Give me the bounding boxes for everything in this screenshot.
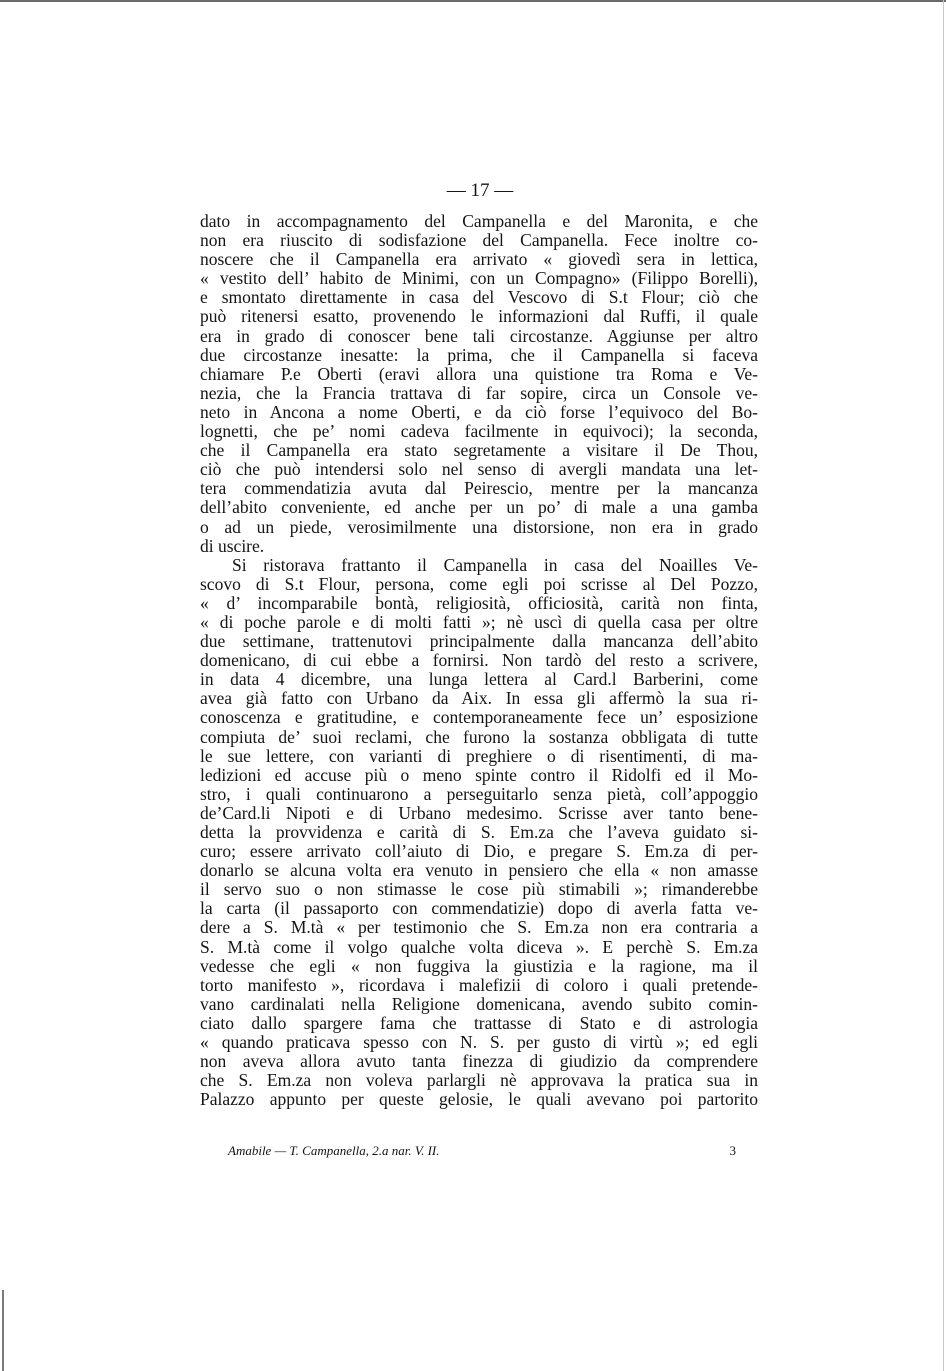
text-line: in data 4 dicembre, una lunga lettera al Card.l Barberini, come [200,669,758,690]
text-line: due circostanze inesatte: la prima, che il Campanella si faceva [200,344,758,365]
footer-sheet-number: 3 [729,1143,736,1158]
text-line: stro, i quali continuarono a perseguitarlo senza pietà, coll’appoggio [200,783,758,804]
text-line: il servo suo o non stimasse le cose più stimabili »; rimanderebbe [200,879,758,900]
text-line: nezia, che la Francia trattava di far sopire, circa un Console ve- [200,382,758,403]
text-line: che S. Em.za non voleva parlargli nè approvava la pratica sua in [200,1070,758,1091]
text-line: lognetti, che pe’ nomi cadeva facilmente in equivoci); la seconda, [200,421,758,442]
text-line: neto in Ancona a nome Oberti, e da ciò forse l’equivoco del Bo- [200,401,758,422]
text-line: chiamare P.e Oberti (eravi allora una quistione tra Roma e Ve- [200,363,758,384]
text-line: « quando praticava spesso con N. S. per gusto di virtù »; ed egli [200,1032,758,1053]
text-line: scovo di S.t Flour, persona, come egli poi scrisse al Del Pozzo, [200,573,758,594]
left-page-edge [2,1290,4,1371]
text-line: donarlo se alcuna volta era venuto in pensiero che ella « non amasse [200,860,758,881]
text-line: ledizioni ed accuse più o meno spinte contro il Ridolfi ed il Mo- [200,764,758,785]
text-line: torto manifesto », ricordava i malefizii di coloro i quali pretende- [200,974,758,995]
footer [228,1143,736,1159]
text-line: tera commendatizia avuta dal Peirescio, mentre per la mancanza [200,478,758,499]
text-line: e smontato direttamente in casa del Vescovo di S.t Flour; ciò che [200,287,758,308]
text-line: dell’abito conveniente, ed anche per un po’ di male a una gamba [200,497,758,518]
body-text [200,212,758,1109]
text-line: « vestito dell’ habito de Minimi, con un Compagno» (Filippo Borelli), [200,268,758,289]
right-page-edge [943,0,944,1371]
text-line: noscere che il Campanella era arrivato « giovedì sera in lettica, [200,249,758,270]
text-line: Palazzo appunto per queste gelosie, le quali avevano poi partorito [200,1089,758,1110]
text-line: non era riuscito di sodisfazione del Campanella. Fece inoltre co- [200,230,758,251]
top-edge-rule [0,0,946,2]
text-line: Si ristorava frattanto il Campanella in casa del Noailles Ve- [232,554,758,575]
page-number: — 17 — [446,180,514,201]
text-line: o ad un piede, verosimilmente una distorsione, non era in grado [200,516,758,537]
text-line: S. M.tà come il volgo qualche volta diceva ». E perchè S. Em.za [200,936,758,957]
text-line: avea già fatto con Urbano da Aix. In essa gli affermò la sua ri- [200,688,758,709]
text-line: de’Card.li Nipoti e di Urbano medesimo. Scrisse aver tanto bene- [200,802,758,823]
text-line: ciò che può intendersi solo nel senso di avergli mandata una let- [200,459,758,480]
text-line: domenicano, di cui ebbe a fornirsi. Non tardò del resto a scrivere, [200,650,758,671]
text-line: dere a S. M.tà « per testimonio che S. Em.za non era contraria a [200,917,758,938]
text-line: le sue lettere, con varianti di preghiere o di risentimenti, di ma- [200,745,758,766]
text-line: ciato dallo spargere fama che trattasse di Stato e di astrologia [200,1012,758,1033]
text-line: può ritenersi esatto, provenendo le informazioni dal Ruffi, il quale [200,306,758,327]
text-line: compiuta de’ suoi reclami, che furono la sostanza obbligata di tutte [200,726,758,747]
text-line: curo; essere arrivato coll’aiuto di Dio, e pregare S. Em.za di per- [200,841,758,862]
text-line: che il Campanella era stato segretamente a visitare il De Thou, [200,440,758,461]
text-line: detta la provvidenza e carità di S. Em.za che l’aveva guidato si- [200,822,758,842]
text-line: « di poche parole e di molti fatti »; nè uscì di quella casa per oltre [200,611,758,632]
text-line: conoscenza e gratitudine, e contemporaneamente fece un’ esposizione [200,707,758,728]
text-line: la carta (il passaporto con commendatizie) dopo di averla fatta ve- [200,898,758,919]
text-line: due settimane, trattenutovi principalmente dalla mancanza dell’abito [200,631,758,652]
footer-signature: Amabile — T. Campanella, 2.a nar. V. II. [228,1143,440,1158]
text-line: di uscire. [200,535,265,556]
text-line: non aveva allora avuto tanta finezza di giudizio da comprendere [200,1051,758,1072]
text-line: dato in accompagnamento del Campanella e del Maronita, e che [200,211,758,231]
text-line: « d’ incomparabile bontà, religiosità, officiosità, carità non finta, [200,592,758,613]
text-line: era in grado di conoscer bene tali circostanze. Aggiunse per altro [200,325,758,346]
text-line: vedesse che egli « non fuggiva la giustizia e la ragione, ma il [200,955,758,976]
text-line: vano cardinalati nella Religione domenicana, avendo subito comin- [200,993,758,1014]
